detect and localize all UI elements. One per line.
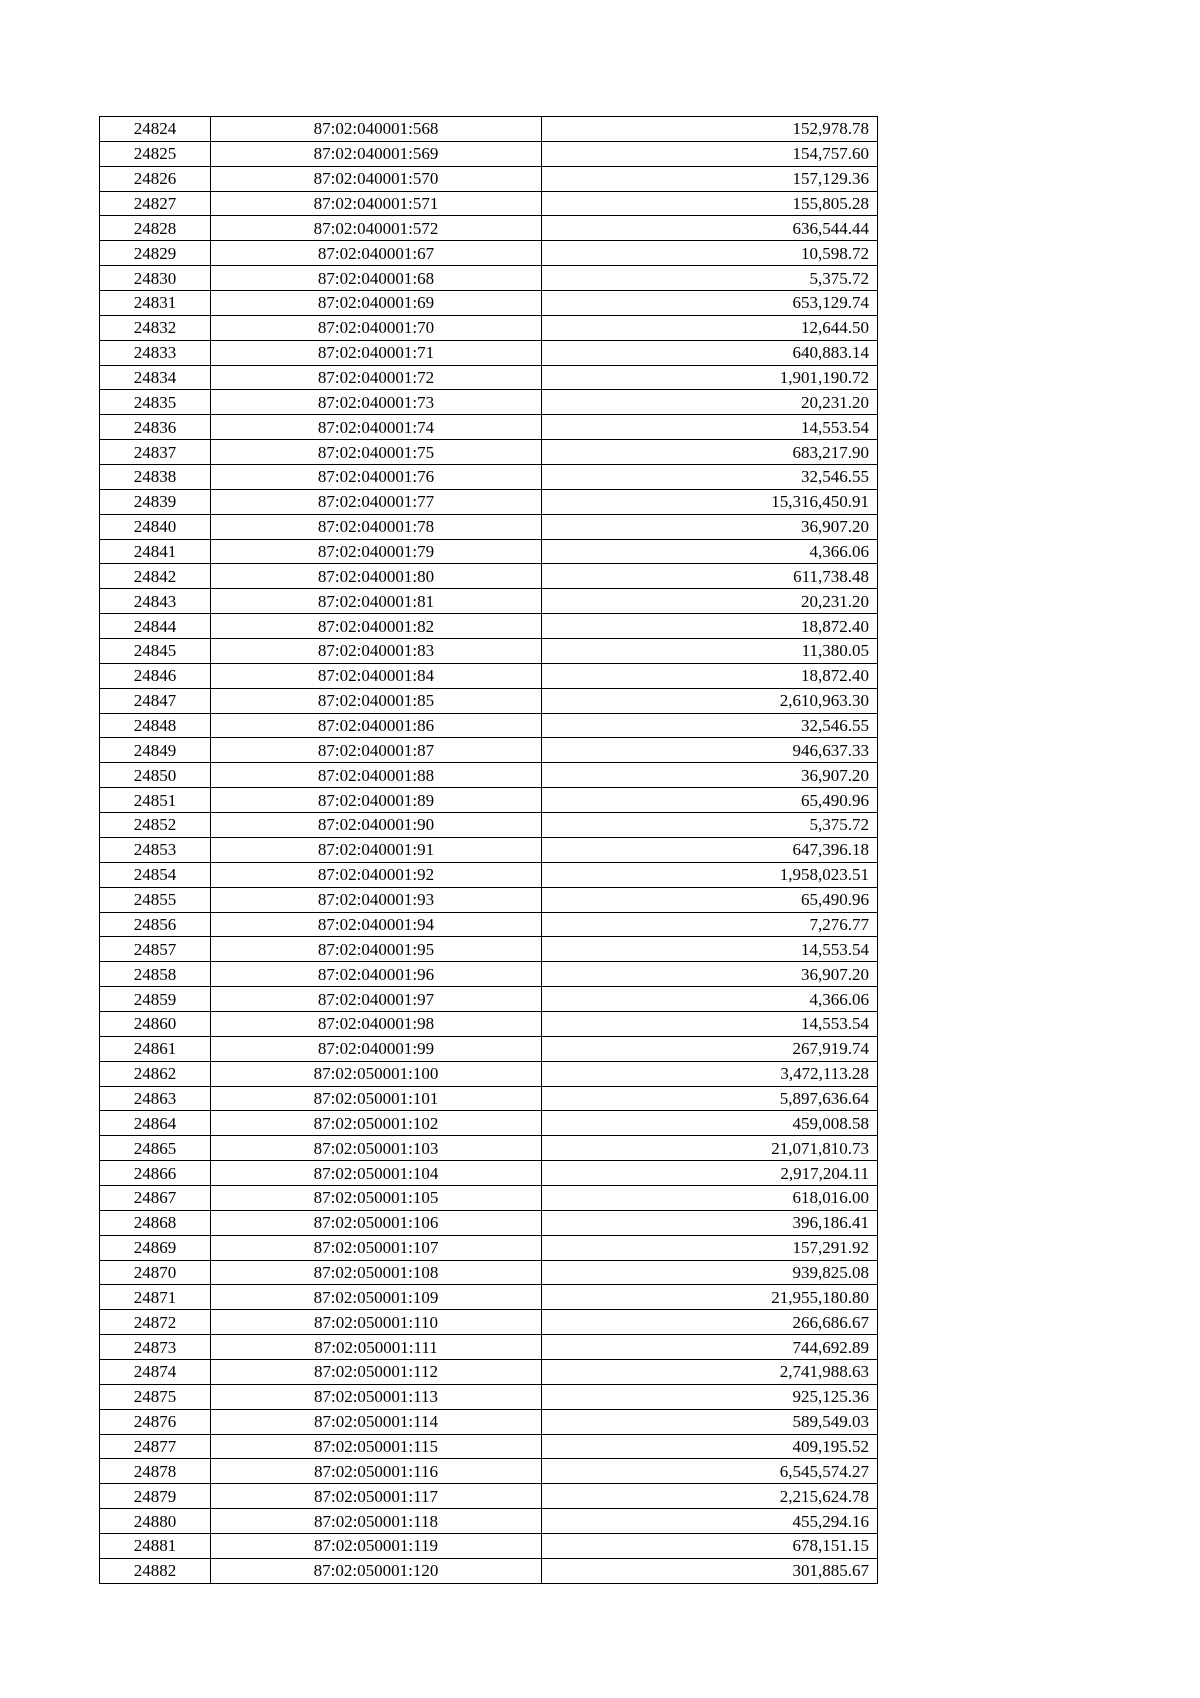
row-number-cell: 24877 xyxy=(100,1434,211,1459)
data-table xyxy=(99,116,878,1584)
cadastral-number-cell: 87:02:040001:570 xyxy=(211,166,542,191)
amount-cell: 18,872.40 xyxy=(542,614,878,639)
cadastral-number-cell: 87:02:040001:85 xyxy=(211,688,542,713)
cadastral-number-cell: 87:02:040001:69 xyxy=(211,291,542,316)
row-number-cell: 24873 xyxy=(100,1335,211,1360)
amount-cell: 946,637.33 xyxy=(542,738,878,763)
row-number-cell: 24844 xyxy=(100,614,211,639)
amount-cell: 20,231.20 xyxy=(542,390,878,415)
table-row xyxy=(100,1210,878,1235)
table-row xyxy=(100,713,878,738)
amount-cell: 4,366.06 xyxy=(542,539,878,564)
cadastral-number-cell: 87:02:050001:113 xyxy=(211,1384,542,1409)
amount-cell: 744,692.89 xyxy=(542,1335,878,1360)
cadastral-number-cell: 87:02:040001:79 xyxy=(211,539,542,564)
amount-cell: 152,978.78 xyxy=(542,117,878,142)
amount-cell: 409,195.52 xyxy=(542,1434,878,1459)
cadastral-number-cell: 87:02:040001:76 xyxy=(211,465,542,490)
row-number-cell: 24830 xyxy=(100,266,211,291)
row-number-cell: 24876 xyxy=(100,1409,211,1434)
row-number-cell: 24855 xyxy=(100,887,211,912)
row-number-cell: 24843 xyxy=(100,589,211,614)
table-row xyxy=(100,614,878,639)
row-number-cell: 24833 xyxy=(100,340,211,365)
amount-cell: 32,546.55 xyxy=(542,465,878,490)
cadastral-number-cell: 87:02:050001:102 xyxy=(211,1111,542,1136)
table-row xyxy=(100,539,878,564)
amount-cell: 6,545,574.27 xyxy=(542,1459,878,1484)
table-row xyxy=(100,166,878,191)
row-number-cell: 24848 xyxy=(100,713,211,738)
row-number-cell: 24862 xyxy=(100,1061,211,1086)
amount-cell: 155,805.28 xyxy=(542,191,878,216)
row-number-cell: 24878 xyxy=(100,1459,211,1484)
row-number-cell: 24872 xyxy=(100,1310,211,1335)
row-number-cell: 24879 xyxy=(100,1484,211,1509)
amount-cell: 7,276.77 xyxy=(542,912,878,937)
row-number-cell: 24864 xyxy=(100,1111,211,1136)
table-row xyxy=(100,962,878,987)
cadastral-number-cell: 87:02:040001:68 xyxy=(211,266,542,291)
cadastral-number-cell: 87:02:050001:100 xyxy=(211,1061,542,1086)
table-row xyxy=(100,1409,878,1434)
table-row xyxy=(100,937,878,962)
table-row xyxy=(100,688,878,713)
amount-cell: 2,610,963.30 xyxy=(542,688,878,713)
table-row xyxy=(100,216,878,241)
row-number-cell: 24849 xyxy=(100,738,211,763)
amount-cell: 18,872.40 xyxy=(542,663,878,688)
cadastral-number-cell: 87:02:040001:78 xyxy=(211,514,542,539)
amount-cell: 925,125.36 xyxy=(542,1384,878,1409)
amount-cell: 266,686.67 xyxy=(542,1310,878,1335)
amount-cell: 611,738.48 xyxy=(542,564,878,589)
table-row xyxy=(100,1434,878,1459)
table-row xyxy=(100,862,878,887)
cadastral-number-cell: 87:02:050001:116 xyxy=(211,1459,542,1484)
table-row xyxy=(100,1036,878,1061)
amount-cell: 12,644.50 xyxy=(542,315,878,340)
amount-cell: 2,917,204.11 xyxy=(542,1161,878,1186)
amount-cell: 4,366.06 xyxy=(542,987,878,1012)
amount-cell: 5,375.72 xyxy=(542,813,878,838)
cadastral-number-cell: 87:02:040001:90 xyxy=(211,813,542,838)
amount-cell: 653,129.74 xyxy=(542,291,878,316)
row-number-cell: 24840 xyxy=(100,514,211,539)
table-row xyxy=(100,489,878,514)
row-number-cell: 24854 xyxy=(100,862,211,887)
table-row xyxy=(100,887,878,912)
row-number-cell: 24841 xyxy=(100,539,211,564)
cadastral-number-cell: 87:02:040001:72 xyxy=(211,365,542,390)
amount-cell: 32,546.55 xyxy=(542,713,878,738)
table-row xyxy=(100,912,878,937)
cadastral-number-cell: 87:02:050001:109 xyxy=(211,1285,542,1310)
table-row xyxy=(100,465,878,490)
amount-cell: 14,553.54 xyxy=(542,937,878,962)
table-row xyxy=(100,788,878,813)
cadastral-number-cell: 87:02:040001:92 xyxy=(211,862,542,887)
cadastral-number-cell: 87:02:050001:118 xyxy=(211,1509,542,1534)
table-row xyxy=(100,117,878,142)
row-number-cell: 24861 xyxy=(100,1036,211,1061)
amount-cell: 301,885.67 xyxy=(542,1558,878,1583)
amount-cell: 65,490.96 xyxy=(542,887,878,912)
row-number-cell: 24871 xyxy=(100,1285,211,1310)
table-row xyxy=(100,1011,878,1036)
table-row xyxy=(100,1359,878,1384)
table-row xyxy=(100,564,878,589)
table-row xyxy=(100,315,878,340)
amount-cell: 678,151.15 xyxy=(542,1533,878,1558)
table-row xyxy=(100,1260,878,1285)
table-row xyxy=(100,1459,878,1484)
row-number-cell: 24836 xyxy=(100,415,211,440)
table-row xyxy=(100,663,878,688)
row-number-cell: 24846 xyxy=(100,663,211,688)
table-row xyxy=(100,639,878,664)
amount-cell: 65,490.96 xyxy=(542,788,878,813)
cadastral-number-cell: 87:02:050001:111 xyxy=(211,1335,542,1360)
cadastral-number-cell: 87:02:040001:71 xyxy=(211,340,542,365)
amount-cell: 21,955,180.80 xyxy=(542,1285,878,1310)
table-row xyxy=(100,1285,878,1310)
cadastral-number-cell: 87:02:050001:114 xyxy=(211,1409,542,1434)
table-row xyxy=(100,1335,878,1360)
cadastral-number-cell: 87:02:040001:99 xyxy=(211,1036,542,1061)
cadastral-number-cell: 87:02:040001:82 xyxy=(211,614,542,639)
table-row xyxy=(100,191,878,216)
cadastral-number-cell: 87:02:050001:112 xyxy=(211,1359,542,1384)
amount-cell: 1,958,023.51 xyxy=(542,862,878,887)
cadastral-number-cell: 87:02:040001:93 xyxy=(211,887,542,912)
table-row xyxy=(100,1086,878,1111)
table-row xyxy=(100,813,878,838)
cadastral-number-cell: 87:02:040001:572 xyxy=(211,216,542,241)
row-number-cell: 24856 xyxy=(100,912,211,937)
row-number-cell: 24835 xyxy=(100,390,211,415)
amount-cell: 36,907.20 xyxy=(542,763,878,788)
row-number-cell: 24870 xyxy=(100,1260,211,1285)
amount-cell: 647,396.18 xyxy=(542,837,878,862)
row-number-cell: 24865 xyxy=(100,1136,211,1161)
cadastral-number-cell: 87:02:040001:67 xyxy=(211,241,542,266)
table-row xyxy=(100,1509,878,1534)
amount-cell: 2,215,624.78 xyxy=(542,1484,878,1509)
row-number-cell: 24838 xyxy=(100,465,211,490)
amount-cell: 636,544.44 xyxy=(542,216,878,241)
row-number-cell: 24826 xyxy=(100,166,211,191)
table-row xyxy=(100,415,878,440)
row-number-cell: 24859 xyxy=(100,987,211,1012)
row-number-cell: 24851 xyxy=(100,788,211,813)
table-row xyxy=(100,1235,878,1260)
amount-cell: 157,291.92 xyxy=(542,1235,878,1260)
row-number-cell: 24860 xyxy=(100,1011,211,1036)
cadastral-number-cell: 87:02:040001:98 xyxy=(211,1011,542,1036)
cadastral-number-cell: 87:02:050001:108 xyxy=(211,1260,542,1285)
cadastral-number-cell: 87:02:040001:81 xyxy=(211,589,542,614)
cadastral-number-cell: 87:02:040001:77 xyxy=(211,489,542,514)
amount-cell: 36,907.20 xyxy=(542,514,878,539)
amount-cell: 589,549.03 xyxy=(542,1409,878,1434)
cadastral-number-cell: 87:02:050001:117 xyxy=(211,1484,542,1509)
cadastral-number-cell: 87:02:040001:568 xyxy=(211,117,542,142)
cadastral-number-cell: 87:02:040001:94 xyxy=(211,912,542,937)
cadastral-number-cell: 87:02:040001:87 xyxy=(211,738,542,763)
amount-cell: 21,071,810.73 xyxy=(542,1136,878,1161)
amount-cell: 14,553.54 xyxy=(542,415,878,440)
table-row xyxy=(100,291,878,316)
table-row xyxy=(100,1185,878,1210)
row-number-cell: 24831 xyxy=(100,291,211,316)
table-row xyxy=(100,1111,878,1136)
cadastral-number-cell: 87:02:040001:75 xyxy=(211,440,542,465)
cadastral-number-cell: 87:02:050001:115 xyxy=(211,1434,542,1459)
cadastral-number-cell: 87:02:050001:101 xyxy=(211,1086,542,1111)
table-row xyxy=(100,738,878,763)
row-number-cell: 24858 xyxy=(100,962,211,987)
amount-cell: 15,316,450.91 xyxy=(542,489,878,514)
row-number-cell: 24828 xyxy=(100,216,211,241)
cadastral-number-cell: 87:02:050001:119 xyxy=(211,1533,542,1558)
table-body xyxy=(100,117,878,1584)
table-row xyxy=(100,1136,878,1161)
cadastral-number-cell: 87:02:040001:89 xyxy=(211,788,542,813)
table-row xyxy=(100,241,878,266)
cadastral-number-cell: 87:02:050001:106 xyxy=(211,1210,542,1235)
amount-cell: 396,186.41 xyxy=(542,1210,878,1235)
cadastral-number-cell: 87:02:050001:110 xyxy=(211,1310,542,1335)
amount-cell: 36,907.20 xyxy=(542,962,878,987)
table-row xyxy=(100,514,878,539)
amount-cell: 618,016.00 xyxy=(542,1185,878,1210)
cadastral-number-cell: 87:02:040001:84 xyxy=(211,663,542,688)
amount-cell: 3,472,113.28 xyxy=(542,1061,878,1086)
cadastral-number-cell: 87:02:040001:88 xyxy=(211,763,542,788)
amount-cell: 5,375.72 xyxy=(542,266,878,291)
cadastral-number-cell: 87:02:040001:86 xyxy=(211,713,542,738)
amount-cell: 14,553.54 xyxy=(542,1011,878,1036)
amount-cell: 455,294.16 xyxy=(542,1509,878,1534)
table-row xyxy=(100,1533,878,1558)
row-number-cell: 24842 xyxy=(100,564,211,589)
table-row xyxy=(100,141,878,166)
row-number-cell: 24837 xyxy=(100,440,211,465)
cadastral-number-cell: 87:02:050001:103 xyxy=(211,1136,542,1161)
cadastral-number-cell: 87:02:040001:70 xyxy=(211,315,542,340)
cadastral-number-cell: 87:02:050001:104 xyxy=(211,1161,542,1186)
amount-cell: 5,897,636.64 xyxy=(542,1086,878,1111)
table-row xyxy=(100,837,878,862)
row-number-cell: 24850 xyxy=(100,763,211,788)
table-row xyxy=(100,589,878,614)
row-number-cell: 24839 xyxy=(100,489,211,514)
amount-cell: 640,883.14 xyxy=(542,340,878,365)
table-row xyxy=(100,340,878,365)
row-number-cell: 24866 xyxy=(100,1161,211,1186)
row-number-cell: 24875 xyxy=(100,1384,211,1409)
row-number-cell: 24827 xyxy=(100,191,211,216)
row-number-cell: 24852 xyxy=(100,813,211,838)
table-row xyxy=(100,390,878,415)
cadastral-number-cell: 87:02:050001:120 xyxy=(211,1558,542,1583)
row-number-cell: 24832 xyxy=(100,315,211,340)
row-number-cell: 24834 xyxy=(100,365,211,390)
row-number-cell: 24882 xyxy=(100,1558,211,1583)
amount-cell: 154,757.60 xyxy=(542,141,878,166)
table-row xyxy=(100,987,878,1012)
row-number-cell: 24857 xyxy=(100,937,211,962)
row-number-cell: 24824 xyxy=(100,117,211,142)
amount-cell: 459,008.58 xyxy=(542,1111,878,1136)
cadastral-number-cell: 87:02:040001:91 xyxy=(211,837,542,862)
amount-cell: 1,901,190.72 xyxy=(542,365,878,390)
amount-cell: 20,231.20 xyxy=(542,589,878,614)
table-row xyxy=(100,440,878,465)
row-number-cell: 24880 xyxy=(100,1509,211,1534)
row-number-cell: 24853 xyxy=(100,837,211,862)
row-number-cell: 24829 xyxy=(100,241,211,266)
table-row xyxy=(100,266,878,291)
table-row xyxy=(100,365,878,390)
cadastral-number-cell: 87:02:040001:571 xyxy=(211,191,542,216)
row-number-cell: 24847 xyxy=(100,688,211,713)
row-number-cell: 24881 xyxy=(100,1533,211,1558)
amount-cell: 683,217.90 xyxy=(542,440,878,465)
cadastral-number-cell: 87:02:040001:97 xyxy=(211,987,542,1012)
amount-cell: 10,598.72 xyxy=(542,241,878,266)
amount-cell: 2,741,988.63 xyxy=(542,1359,878,1384)
table-row xyxy=(100,1310,878,1335)
row-number-cell: 24825 xyxy=(100,141,211,166)
cadastral-number-cell: 87:02:040001:80 xyxy=(211,564,542,589)
row-number-cell: 24869 xyxy=(100,1235,211,1260)
cadastral-number-cell: 87:02:040001:96 xyxy=(211,962,542,987)
amount-cell: 939,825.08 xyxy=(542,1260,878,1285)
cadastral-number-cell: 87:02:050001:105 xyxy=(211,1185,542,1210)
row-number-cell: 24874 xyxy=(100,1359,211,1384)
cadastral-number-cell: 87:02:040001:74 xyxy=(211,415,542,440)
row-number-cell: 24867 xyxy=(100,1185,211,1210)
row-number-cell: 24868 xyxy=(100,1210,211,1235)
cadastral-number-cell: 87:02:040001:95 xyxy=(211,937,542,962)
amount-cell: 267,919.74 xyxy=(542,1036,878,1061)
row-number-cell: 24845 xyxy=(100,639,211,664)
table-row xyxy=(100,1558,878,1583)
row-number-cell: 24863 xyxy=(100,1086,211,1111)
table-row xyxy=(100,1061,878,1086)
cadastral-number-cell: 87:02:040001:73 xyxy=(211,390,542,415)
cadastral-number-cell: 87:02:040001:83 xyxy=(211,639,542,664)
amount-cell: 11,380.05 xyxy=(542,639,878,664)
cadastral-number-cell: 87:02:050001:107 xyxy=(211,1235,542,1260)
cadastral-number-cell: 87:02:040001:569 xyxy=(211,141,542,166)
table-row xyxy=(100,1484,878,1509)
amount-cell: 157,129.36 xyxy=(542,166,878,191)
table-row xyxy=(100,1384,878,1409)
table-row xyxy=(100,1161,878,1186)
table-row xyxy=(100,763,878,788)
